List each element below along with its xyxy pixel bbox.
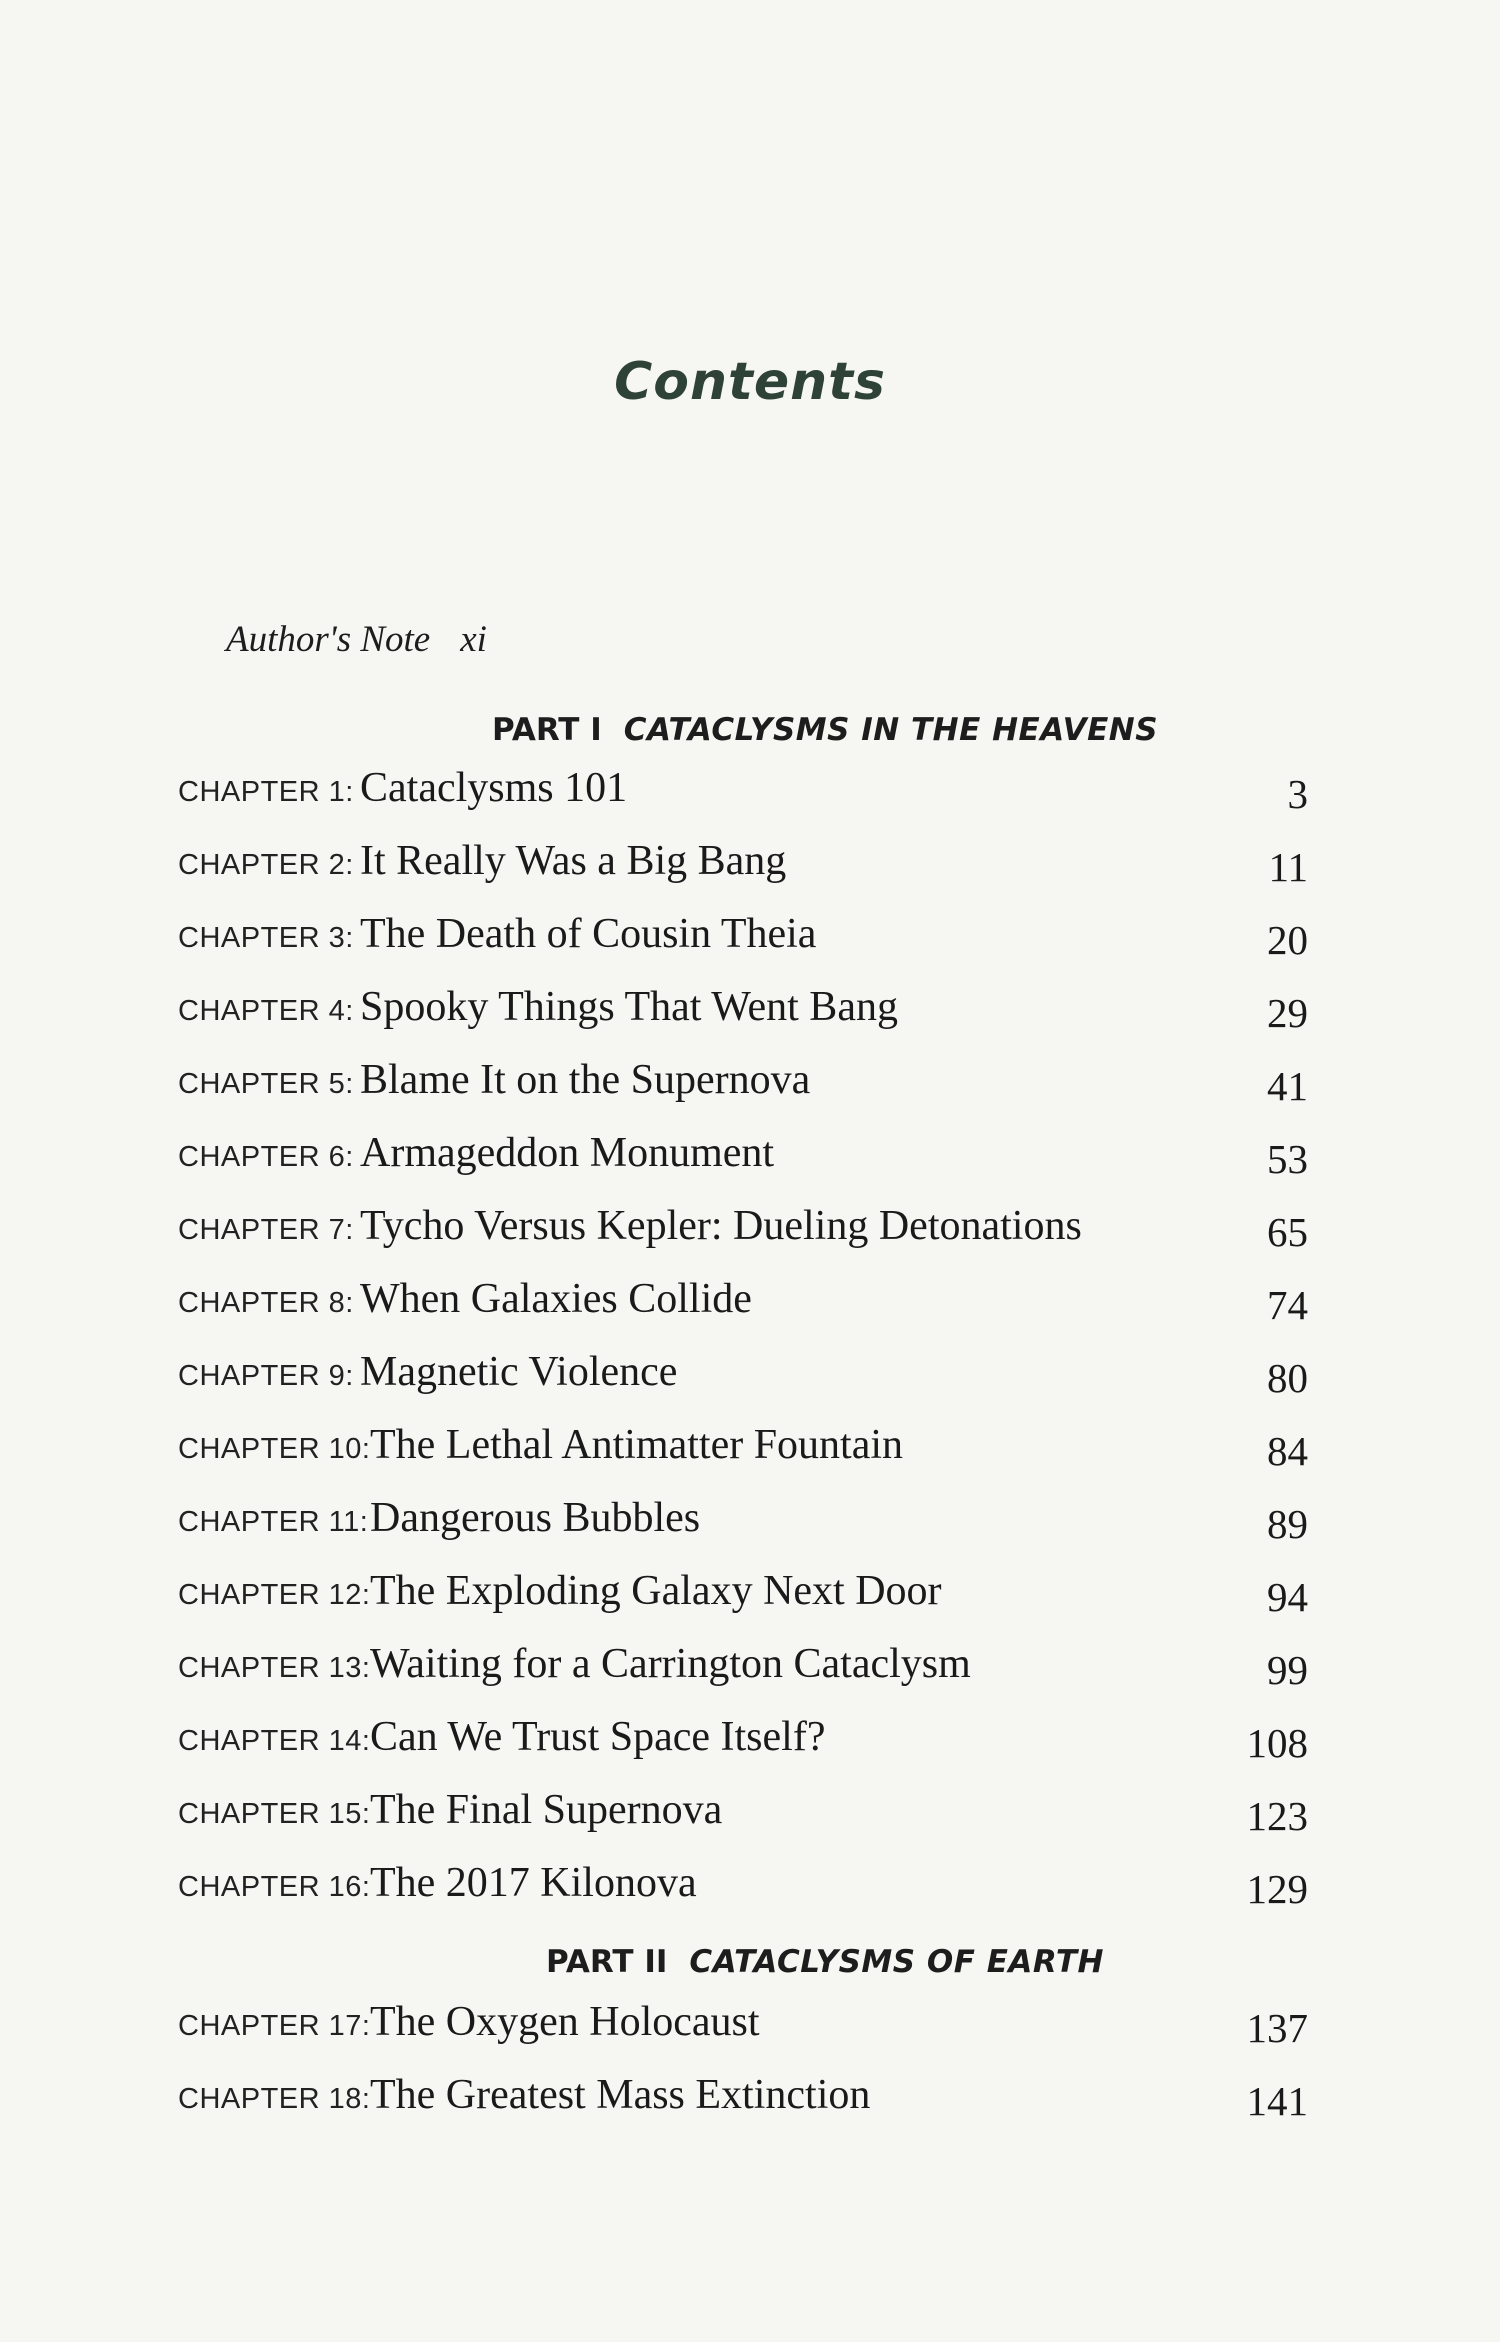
chapter-title: Can We Trust Space Itself? [370, 1714, 826, 1760]
chapter-entry[interactable] [178, 1994, 1318, 2067]
chapter-page: 53 [1267, 1136, 1308, 1182]
chapter-title: Tycho Versus Kepler: Dueling Detonations [360, 1203, 1082, 1249]
chapter-title: It Really Was a Big Bang [360, 838, 787, 884]
chapter-label: CHAPTER 10: [178, 1433, 371, 1465]
part-label: PART II [546, 1944, 668, 1980]
chapter-entry[interactable] [178, 1344, 1318, 1417]
chapter-title: Spooky Things That Went Bang [360, 984, 898, 1030]
chapter-page: 84 [1267, 1428, 1308, 1474]
part-heading [0, 712, 1500, 748]
chapter-page: 29 [1267, 990, 1308, 1036]
chapter-title: The Death of Cousin Theia [360, 911, 817, 957]
page-title: Contents [614, 352, 886, 412]
chapter-page: 108 [1246, 1720, 1308, 1766]
chapter-page: 3 [1287, 771, 1308, 817]
chapter-title: Blame It on the Supernova [360, 1057, 811, 1103]
chapter-label: CHAPTER 17: [178, 2010, 371, 2042]
chapter-label: CHAPTER 3: [178, 922, 354, 954]
chapter-entry[interactable] [178, 1052, 1318, 1125]
chapter-entry[interactable] [178, 1490, 1318, 1563]
chapter-page: 141 [1246, 2078, 1308, 2124]
authors-note-page: xi [460, 619, 487, 660]
chapter-title: The Oxygen Holocaust [370, 1999, 760, 2045]
chapter-title: The Lethal Antimatter Fountain [370, 1422, 904, 1468]
chapter-entry[interactable] [178, 833, 1318, 906]
chapter-title: When Galaxies Collide [360, 1276, 752, 1322]
chapter-page: 99 [1267, 1647, 1308, 1693]
chapter-page: 41 [1267, 1063, 1308, 1109]
part-title: CATACLYSMS OF EARTH [689, 1944, 1104, 1980]
chapter-label: CHAPTER 14: [178, 1725, 371, 1757]
chapter-entry[interactable] [178, 1782, 1318, 1855]
chapter-title: The Greatest Mass Extinction [370, 2072, 871, 2118]
chapter-list [178, 1994, 1318, 2140]
authors-note-entry[interactable] [226, 618, 487, 661]
chapter-page: 137 [1246, 2005, 1308, 2051]
chapter-label: CHAPTER 2: [178, 849, 354, 881]
chapter-entry[interactable] [178, 2067, 1318, 2140]
chapter-entry[interactable] [178, 1271, 1318, 1344]
chapter-page: 11 [1268, 844, 1308, 890]
chapter-title: The Exploding Galaxy Next Door [370, 1568, 942, 1614]
chapter-entry[interactable] [178, 1636, 1318, 1709]
chapter-entry[interactable] [178, 979, 1318, 1052]
authors-note-label: Author's Note [226, 619, 431, 660]
chapter-label: CHAPTER 13: [178, 1652, 371, 1684]
chapter-entry[interactable] [178, 1709, 1318, 1782]
chapter-label: CHAPTER 11: [178, 1506, 369, 1538]
chapter-list [178, 760, 1318, 1928]
chapter-page: 74 [1267, 1282, 1308, 1328]
chapter-entry[interactable] [178, 906, 1318, 979]
chapter-label: CHAPTER 18: [178, 2083, 371, 2115]
chapter-page: 80 [1267, 1355, 1308, 1401]
chapter-title: Cataclysms 101 [360, 765, 628, 811]
chapter-label: CHAPTER 12: [178, 1579, 371, 1611]
chapter-title: Magnetic Violence [360, 1349, 678, 1395]
chapter-entry[interactable] [178, 1855, 1318, 1928]
chapter-title: Armageddon Monument [360, 1130, 775, 1176]
part-heading [0, 1944, 1500, 1980]
chapter-entry[interactable] [178, 1563, 1318, 1636]
chapter-entry[interactable] [178, 1125, 1318, 1198]
chapter-page: 65 [1267, 1209, 1308, 1255]
chapter-page: 129 [1246, 1866, 1308, 1912]
chapter-page: 20 [1267, 917, 1308, 963]
chapter-label: CHAPTER 1: [178, 776, 354, 808]
chapter-label: CHAPTER 6: [178, 1141, 354, 1173]
chapter-label: CHAPTER 4: [178, 995, 354, 1027]
chapter-label: CHAPTER 9: [178, 1360, 354, 1392]
chapter-label: CHAPTER 8: [178, 1287, 354, 1319]
chapter-title: Dangerous Bubbles [370, 1495, 701, 1541]
chapter-label: CHAPTER 5: [178, 1068, 354, 1100]
part-title: CATACLYSMS IN THE HEAVENS [623, 712, 1159, 748]
chapter-page: 94 [1267, 1574, 1308, 1620]
chapter-entry[interactable] [178, 760, 1318, 833]
chapter-title: The 2017 Kilonova [370, 1860, 697, 1906]
chapter-entry[interactable] [178, 1417, 1318, 1490]
chapter-label: CHAPTER 7: [178, 1214, 354, 1246]
chapter-page: 89 [1267, 1501, 1308, 1547]
part-label: PART I [491, 712, 602, 748]
chapter-label: CHAPTER 16: [178, 1871, 371, 1903]
chapter-label: CHAPTER 15: [178, 1798, 371, 1830]
chapter-entry[interactable] [178, 1198, 1318, 1271]
chapter-title: Waiting for a Carrington Cataclysm [370, 1641, 971, 1687]
chapter-title: The Final Supernova [370, 1787, 723, 1833]
chapter-page: 123 [1246, 1793, 1308, 1839]
